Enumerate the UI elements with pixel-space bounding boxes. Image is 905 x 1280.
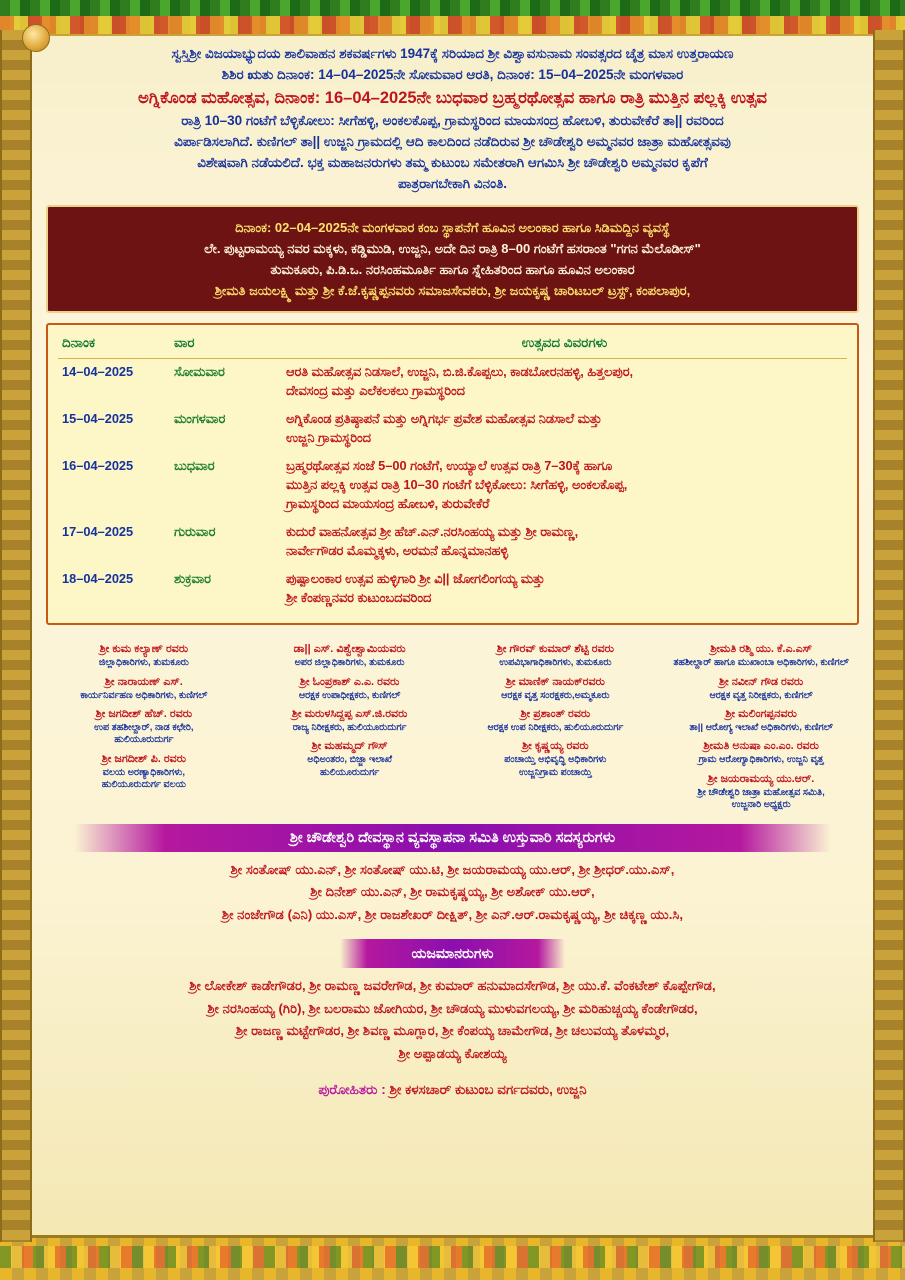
cell-date: 18–04–2025 <box>62 571 134 587</box>
official-name: ಶ್ರೀ ನಾರಾಯಣ್ ಎಸ್. <box>104 675 183 688</box>
official-designation: ಪಂಚಾಯ್ತಿ ಅಭಿವೃದ್ಧಿ ಅಧಿಕಾರಿಗಳು <box>504 754 607 766</box>
detail-line: ಬ್ರಹ್ಮರಥೋತ್ಸವ ಸಂಜೆ 5–00 ಗಂಟೆಗೆ, ಉಯ್ಯಾಲೆ ಉತ್ಸವ ರಾತ್ರಿ 7–30ಕ್ಕೆ ಹಾಗೂ <box>286 458 613 474</box>
cell-details <box>282 359 847 407</box>
sponsor-line: ತುಮಕೂರು, ಪಿ.ಡಿ.ಒ. ನರಸಿಂಹಮೂರ್ತಿ ಹಾಗೂ ಸ್ನೇಹಿತರಿಂದ ಹಾಗೂ ಹೂವಿನ ಅಲಂಕಾರ <box>270 262 635 278</box>
official-designation: ವಲಯ ಅರಣ್ಯಾಧಿಕಾರಿಗಳು, <box>102 766 186 778</box>
table-row <box>58 566 847 613</box>
official-designation: ಹುಲಿಯೂರುದುರ್ಗ ವಲಯ <box>101 779 186 791</box>
detail-line: ಆರತಿ ಮಹೋತ್ಸವ ನಿಡಸಾಲೆ, ಉಜ್ಜನಿ, ಬಿ.ಜಿ.ಕೊಪ್ಪಲು, ಕಾಡಬೋರನಹಳ್ಳಿ, ಹಿತ್ತಲಪುರ, <box>286 364 634 380</box>
cell-date: 17–04–2025 <box>62 524 134 540</box>
invitation-line: ವಿಶೇಷವಾಗಿ ನಡೆಯಲಿದೆ. ಭಕ್ತ ಮಹಾಜನರುಗಳು ತಮ್ಮ ಕುಟುಂಬ ಸಮೇತರಾಗಿ ಆಗಮಿಸಿ ಶ್ರೀ ಚೌಡೇಶ್ವರಿ ಅಮ್ಮನವರ ಕೃಪೆಗೆ <box>197 155 708 171</box>
committee-members-list <box>56 859 849 927</box>
detail-line: ನಾರ್ವೇಗೌಡರ ಮೊಮ್ಮಕ್ಕಳು, ಅರಮನೆ ಹೊನ್ನಮಾನಹಳ್ಳಿ <box>286 542 509 558</box>
patron-line: ಶ್ರೀ ರಾಜಣ್ಣ ಮಟ್ಟೇಗೌಡರ, ಶ್ರೀ ಶಿವಣ್ಣ ಮೂಗ್ಲಾರ, ಶ್ರೀ ಕೆಂಪಯ್ಯ ಚಾಮೇಗೌಡ, ಶ್ರೀ ಚಲುವಯ್ಯ ತೊಳಮ್ಮರ, <box>235 1023 670 1039</box>
official-name: ಶ್ರೀ ಮಹಮ್ಮದ್ ಗೌಸ್ <box>311 740 388 753</box>
detail-line: ಉಜ್ಜನಿ ಗ್ರಾಮಸ್ಥರಿಂದ <box>286 429 371 445</box>
purohit-value: ಶ್ರೀ ಕಳಸಚಾರ್ ಕುಟುಂಬ ವರ್ಗದವರು, ಉಜ್ಜನಿ <box>389 1081 587 1097</box>
official-name: ಶ್ರೀಮತಿ ರಶ್ಮಿ ಯು. ಕೆ.ಎ.ಎಸ್ <box>710 643 813 656</box>
detail-line: ಮುತ್ತಿನ ಪಲ್ಲಕ್ಕಿ ಉತ್ಸವ ರಾತ್ರಿ 10–30 ಗಂಟೆಗೆ ಬೆಳ್ಳಿಕೋಲು: ಸೀಗೆಹಳ್ಳಿ, ಅಂಕಲಕೊಪ್ಪ, <box>286 477 628 493</box>
purohit-line <box>40 1082 865 1098</box>
column-header-date: ದಿನಾಂಕ <box>62 335 96 351</box>
decorative-right-border <box>873 30 905 1242</box>
official-name: ಶ್ರೀ ಓಂಪ್ರಕಾಶ್ ಎ.ಎ. ರವರು <box>299 675 400 688</box>
sponsor-line: ಶ್ರೀಮತಿ ಜಯಲಕ್ಷ್ಮಿ ಮತ್ತು ಶ್ರೀ ಕೆ.ಜೆ.ಕೃಷ್ಣಪ್ಪನವರು ಸಮಾಜಸೇವಕರು, ಶ್ರೀ ಜಯಕೃಷ್ಣ ಚಾರಿಟಬಲ್ ಟ್ರಸ್ಟ್, ಕಂಪಲಾಪುರ, <box>214 283 691 299</box>
schedule-table-panel <box>46 323 859 625</box>
official-name: ಶ್ರೀ ಮಲಿಂಗಪ್ಪನವರು <box>725 708 797 721</box>
official-designation: ಕಾರ್ಯನಿರ್ವಹಣ ಅಧಿಕಾರಿಗಳು, ಕುಣಿಗಲ್ <box>80 689 208 701</box>
official-designation: ಅಧಿಅಂತರಂ, ಬಿಜ್ಜಾ ಇಲಾಖೆ <box>307 754 393 766</box>
sponsor-line: ಲೇ. ಪುಟ್ಟರಾಮಯ್ಯ ನವರ ಮಕ್ಕಳು, ಕಡ್ಡಿಮುಡಿ, ಉಜ್ಜನಿ, ಅದೇ ದಿನ ರಾತ್ರಿ 8–00 ಗಂಟೆಗೆ ಹಸರಾಂತ "ಗಗನ ಮೆಲೊಡೀಸ್" <box>204 241 701 257</box>
official-designation: ತಾ|| ಆರೋಗ್ಯ ಇಲಾಖೆ ಅಧಿಕಾರಿಗಳು, ಕುಣಿಗಲ್ <box>689 721 833 733</box>
sponsor-line: ದಿನಾಂಕ: 02–04–2025ನೇ ಮಂಗಳವಾರ ಕಂಬ ಸ್ಥಾಪನೆಗೆ ಹೂವಿನ ಅಲಂಕಾರ ಹಾಗೂ ಸಿಡಿಮದ್ದಿನ ವ್ಯವಸ್ಥೆ <box>235 220 670 236</box>
official-name: ಶ್ರೀ ಗೌರವ್ ಕುಮಾರ್ ಶೆಟ್ಟಿ ರವರು <box>496 643 614 656</box>
official-designation: ಉಜ್ಜನಾರಿ ಅಧ್ಯಕ್ಷರು <box>731 799 791 811</box>
member-line: ಶ್ರೀ ನಂಜೇಗೌಡ (ಎನಿ) ಯು.ಎಸ್, ಶ್ರೀ ರಾಜಶೇಖರ್ ದೀಕ್ಷಿತ್, ಶ್ರೀ ಎನ್.ಆರ್.ರಾಮಕೃಷ್ಣಯ್ಯ, ಶ್ರೀ ಚಿಕ್ಕಣ್ಣ ಯು.ಸಿ, <box>221 907 684 923</box>
cell-day: ಗುರುವಾರ <box>174 524 216 540</box>
cell-date: 14–04–2025 <box>62 364 134 380</box>
official-name: ಶ್ರೀ ಕುಮ ಕಲ್ಯಾಣ್ ರವರು <box>99 643 189 656</box>
official-name: ಶ್ರೀ ಜಗದೀಶ್ ಹೆಚ್. ರವರು <box>95 708 193 721</box>
invitation-line: ರಾತ್ರಿ 10–30 ಗಂಟೆಗೆ ಬೆಳ್ಳಿಕೋಲು: ಸೀಗೆಹಳ್ಳಿ, ಅಂಕಲಕೊಪ್ಪ, ಗ್ರಾಮಸ್ಥರಿಂದ ಮಾಯಸಂದ್ರ ಹೋಬಳಿ, ತುರುವೇಕೆರೆ ತಾ|| ರವರಿಂದ <box>181 113 724 129</box>
official-designation: ಗ್ರಾಮ ಆರೋಗ್ಯಾಧಿಕಾರಿಗಳು, ಉಜ್ಜನಿ ವೃತ್ತ <box>698 754 824 766</box>
invitation-line-highlight: ಅಗ್ನಿಕೊಂಡ ಮಹೋತ್ಸವ, ದಿನಾಂಕ: 16–04–2025ನೇ ಬುಧವಾರ ಬ್ರಹ್ಮರಥೋತ್ಸವ ಹಾಗೂ ರಾತ್ರಿ ಮುತ್ತಿನ ಪಲ್ಲಕ್ಕಿ ಉತ್ಸವ <box>138 88 767 107</box>
cell-details <box>282 406 847 453</box>
official-designation: ತಹಶೀಲ್ದಾರ್ ಹಾಗೂ ಮುಖಾಂಬಾ ಅಧಿಕಾರಿಗಳು, ಕುಣಿಗಲ್ <box>673 657 849 669</box>
official-name: ಶ್ರೀ ಮಾಣಿಕ್ ನಾಯಕ್‌ರವರು <box>505 675 605 688</box>
invitation-line: ಸ್ವಸ್ತಿಶ್ರೀ ವಿಜಯಾಭ್ಯುದಯ ಶಾಲಿವಾಹನ ಶಕವರ್ಷಗಳು 1947ಕ್ಕೆ ಸರಿಯಾದ ಶ್ರೀ ವಿಶ್ವಾವಸುನಾಮ ಸಂವತ್ಸರದ ಚೈತ್ರ ಮಾಸ ಉತ್ತರಾಯಣ <box>171 46 734 61</box>
detail-line: ಶ್ರೀ ಕೆಂಪಣ್ಣನವರ ಕುಟುಂಬದವರಿಂದ <box>286 589 432 605</box>
official-designation: ಅಪರ ಜಿಲ್ಲಾಧಿಕಾರಿಗಳು, ತುಮಕೂರು <box>294 657 405 669</box>
official-designation: ರಾಜ್ಯ ನಿರೀಕ್ಷಕರು, ಹುಲಿಯೂರುದುರ್ಗ <box>292 721 407 733</box>
cell-day: ಶುಕ್ರವಾರ <box>174 571 211 587</box>
invitation-line: ಶಿಶಿರ ಋತು ದಿನಾಂಕ: 14–04–2025ನೇ ಸೋಮವಾರ ಆರತಿ, ದಿನಾಂಕ: 15–04–2025ನೇ ಮಂಗಳವಾರ <box>221 66 684 82</box>
decorative-bottom-border <box>0 1235 905 1280</box>
sponsor-highlight-box <box>46 205 859 313</box>
table-row <box>58 406 847 453</box>
official-designation: ಉಪ ತಹಶೀಲ್ದಾರ್, ನಾಡ ಕಛೇರಿ, <box>94 721 194 733</box>
poster-content <box>28 34 877 1240</box>
cell-date: 16–04–2025 <box>62 458 134 474</box>
official-name: ಶ್ರೀ ಮರುಳಸಿದ್ದಪ್ಪ ಎಸ್.ಜಿ.ರವರು <box>291 708 408 721</box>
official-designation: ಆರಕ್ಷಕ ವೃತ್ತ ನಿರೀಕ್ಷಕರು, ಕುಣಿಗಲ್ <box>709 689 813 701</box>
official-designation: ಶ್ರೀ ಚೌಡೇಶ್ವರಿ ಜಾತ್ರಾ ಮಹೋತ್ಸವ ಸಮಿತಿ, <box>697 786 825 798</box>
officials-column-2 <box>250 637 450 811</box>
cell-day: ಸೋಮವಾರ <box>174 364 225 380</box>
decorative-top-border <box>0 0 905 36</box>
invitation-line: ಪಾತ್ರರಾಗಬೇಕಾಗಿ ವಿನಂತಿ. <box>397 176 508 192</box>
table-row <box>58 453 847 519</box>
official-designation: ಉಜ್ಜನಿಗ್ರಾಮ ಪಂಚಾಯ್ತಿ <box>518 766 592 778</box>
invitation-paragraph <box>40 40 865 197</box>
official-designation: ಆರಕ್ಷಕ ವೃತ್ತ ಸಂರಕ್ಷಕರು,ಅಮ್ಮಕೂರು <box>501 689 610 701</box>
official-name: ಶ್ರೀ ಜಯರಾಮಯ್ಯ ಯು.ಆರ್. <box>707 772 815 785</box>
official-designation: ಆರಕ್ಷಕ ಉಪಾಧೀಕ್ಷಕರು, ಕುಣಿಗಲ್ <box>298 689 401 701</box>
cell-day: ಬುಧವಾರ <box>174 458 215 474</box>
official-designation: ಆರಕ್ಷಕ ಉಪ ನಿರೀಕ್ಷಕರು, ಹುಲಿಯೂರುದುರ್ಗ <box>487 721 624 733</box>
detail-line: ಕುದುರೆ ವಾಹನೋತ್ಸವ ಶ್ರೀ ಹೆಚ್.ಎನ್.ನರಸಿಂಹಯ್ಯ ಮತ್ತು ಶ್ರೀ ರಾಮಣ್ಣ, <box>286 524 579 540</box>
official-designation: ಹುಲಿಯೂರುದುರ್ಗ <box>114 734 174 746</box>
official-name: ಶ್ರೀ ನವೀನ್ ಗೌಡ ರವರು <box>719 675 804 688</box>
official-name: ಶ್ರೀ ಕೃಷ್ಣಯ್ಯ ರವರು <box>522 740 589 753</box>
invitation-line: ವಿರ್ಪಾಡಿಸಲಾಗಿದೆ. ಕುಣಿಗಲ್ ತಾ|| ಉಜ್ಜನಿ ಗ್ರಾಮದಲ್ಲಿ ಆದಿ ಕಾಲದಿಂದ ನಡೆದಿರುವ ಶ್ರೀ ಚೌಡೇಶ್ವರಿ ಅಮ್ಮನವರ ಜಾತ್ರಾ ಮಹೋತ್ಸವವು <box>174 134 731 150</box>
schedule-table <box>58 331 847 613</box>
patron-line: ಶ್ರೀ ನರಸಿಂಹಯ್ಯ (ಗಿರಿ), ಶ್ರೀ ಬಲರಾಮು ಜೋಗಿಯರ, ಶ್ರೀ ಚೌಡಯ್ಯ ಮುಳುವಗಲಯ್ಯ, ಶ್ರೀ ಮರಿಹುಚ್ಚಯ್ಯ ಕೆಂಡೇಗೌಡರ, <box>207 1000 698 1016</box>
official-name: ಶ್ರೀಮತಿ ಅನುಷಾ ಎಂ.ಎಂ. ರವರು <box>703 740 819 753</box>
detail-line: ದೇವಸಂದ್ರ ಮತ್ತು ಎಲೆಕಲಕಲು ಗ್ರಾಮಸ್ಥರಿಂದ <box>286 382 465 398</box>
official-designation: ಉಪವಿಭಾಗಾಧಿಕಾರಿಗಳು, ತುಮಕೂರು <box>499 657 612 669</box>
official-designation: ಹುಲಿಯೂರುದುರ್ಗ <box>320 766 380 778</box>
official-name: ಡಾ|| ಎಸ್. ವಿಶ್ವೇಶ್ವಾಮಿಯವರು <box>293 643 406 656</box>
cell-day: ಮಂಗಳವಾರ <box>174 411 226 427</box>
officials-column-4 <box>661 637 861 811</box>
officials-list <box>44 637 861 811</box>
patrons-list <box>56 975 849 1066</box>
official-name: ಶ್ರೀ ಪ್ರಶಾಂತ್ ರವರು <box>520 708 591 721</box>
patron-line: ಶ್ರೀ ಲೋಕೇಶ್ ಕಾಡೇಗೌಡರ, ಶ್ರೀ ರಾಮಣ್ಣ ಜವರೇಗೌಡ, ಶ್ರೀ ಕುಮಾರ್ ಹನುಮಾದಸೇಗೌಡ, ಶ್ರೀ ಯು.ಕೆ. ವೆಂಕಟೇಶ್ ಕೊಪ್ಪೇಗೌಡ, <box>189 977 716 993</box>
cell-details <box>282 566 847 613</box>
table-header-row <box>58 331 847 359</box>
official-name: ಶ್ರೀ ಜಗದೀಶ್ ಪಿ. ರವರು <box>101 752 187 765</box>
cell-details <box>282 519 847 566</box>
column-header-details: ಉತ್ಸವದ ವಿವರಗಳು <box>521 335 608 351</box>
detail-line: ಗ್ರಾಮಸ್ಥರಿಂದ ಮಾಯಸಂದ್ರ ಹೋಬಳಿ, ತುರುವೇಕೆರೆ <box>286 495 490 511</box>
column-header-day: ವಾರ <box>174 335 195 351</box>
detail-line: ಅಗ್ನಿಕೊಂಡ ಪ್ರತಿಷ್ಠಾಪನೆ ಮತ್ತು ಅಗ್ನಿಗರ್ಭ ಪ್ರವೇಶ ಮಹೋತ್ಸವ ನಿಡಸಾಲೆ ಮತ್ತು <box>286 411 602 427</box>
patron-line: ಶ್ರೀ ಅಪ್ಪಾಡಯ್ಯ ಕೋಶಯ್ಯ <box>398 1045 507 1061</box>
purohit-label: ಪುರೋಹಿತರು : <box>318 1081 386 1097</box>
committee-banner: ಶ್ರೀ ಚೌಡೇಶ್ವರಿ ದೇವಸ್ಥಾನ ವ್ಯವಸ್ಥಾಪನಾ ಸಮಿತಿ ಉಸ್ತುವಾರಿ ಸದಸ್ಯರುಗಳು <box>74 824 831 852</box>
member-line: ಶ್ರೀ ದಿನೇಶ್ ಯು.ಎನ್, ಶ್ರೀ ರಾಮಕೃಷ್ಣಯ್ಯ, ಶ್ರೀ ಅಶೋಕ್ ಯು.ಆರ್, <box>310 884 595 900</box>
patrons-banner: ಯಜಮಾನರುಗಳು <box>340 939 565 968</box>
cell-details <box>282 453 847 519</box>
official-designation: ಜಿಲ್ಲಾಧಿಕಾರಿಗಳು, ತುಮಕೂರು <box>98 657 189 669</box>
officials-column-1 <box>44 637 244 811</box>
member-line: ಶ್ರೀ ಸಂತೋಷ್ ಯು.ಎನ್, ಶ್ರೀ ಸಂತೋಷ್ ಯು.ಟಿ, ಶ್ರೀ ಜಯರಾಮಯ್ಯ ಯು.ಆರ್, ಶ್ರೀ ಶ್ರೀಧರ್.ಯು.ಎಸ್, <box>230 861 675 877</box>
table-row <box>58 519 847 566</box>
cell-date: 15–04–2025 <box>62 411 134 427</box>
table-row <box>58 359 847 407</box>
officials-column-3 <box>456 637 656 811</box>
detail-line: ಪುಷ್ಪಾಲಂಕಾರ ಉತ್ಸವ ಹುಳ್ಳಿಗಾರಿ ಶ್ರೀ ವಿ|| ಜೋಗಲಿಂಗಯ್ಯ ಮತ್ತು <box>286 571 545 587</box>
